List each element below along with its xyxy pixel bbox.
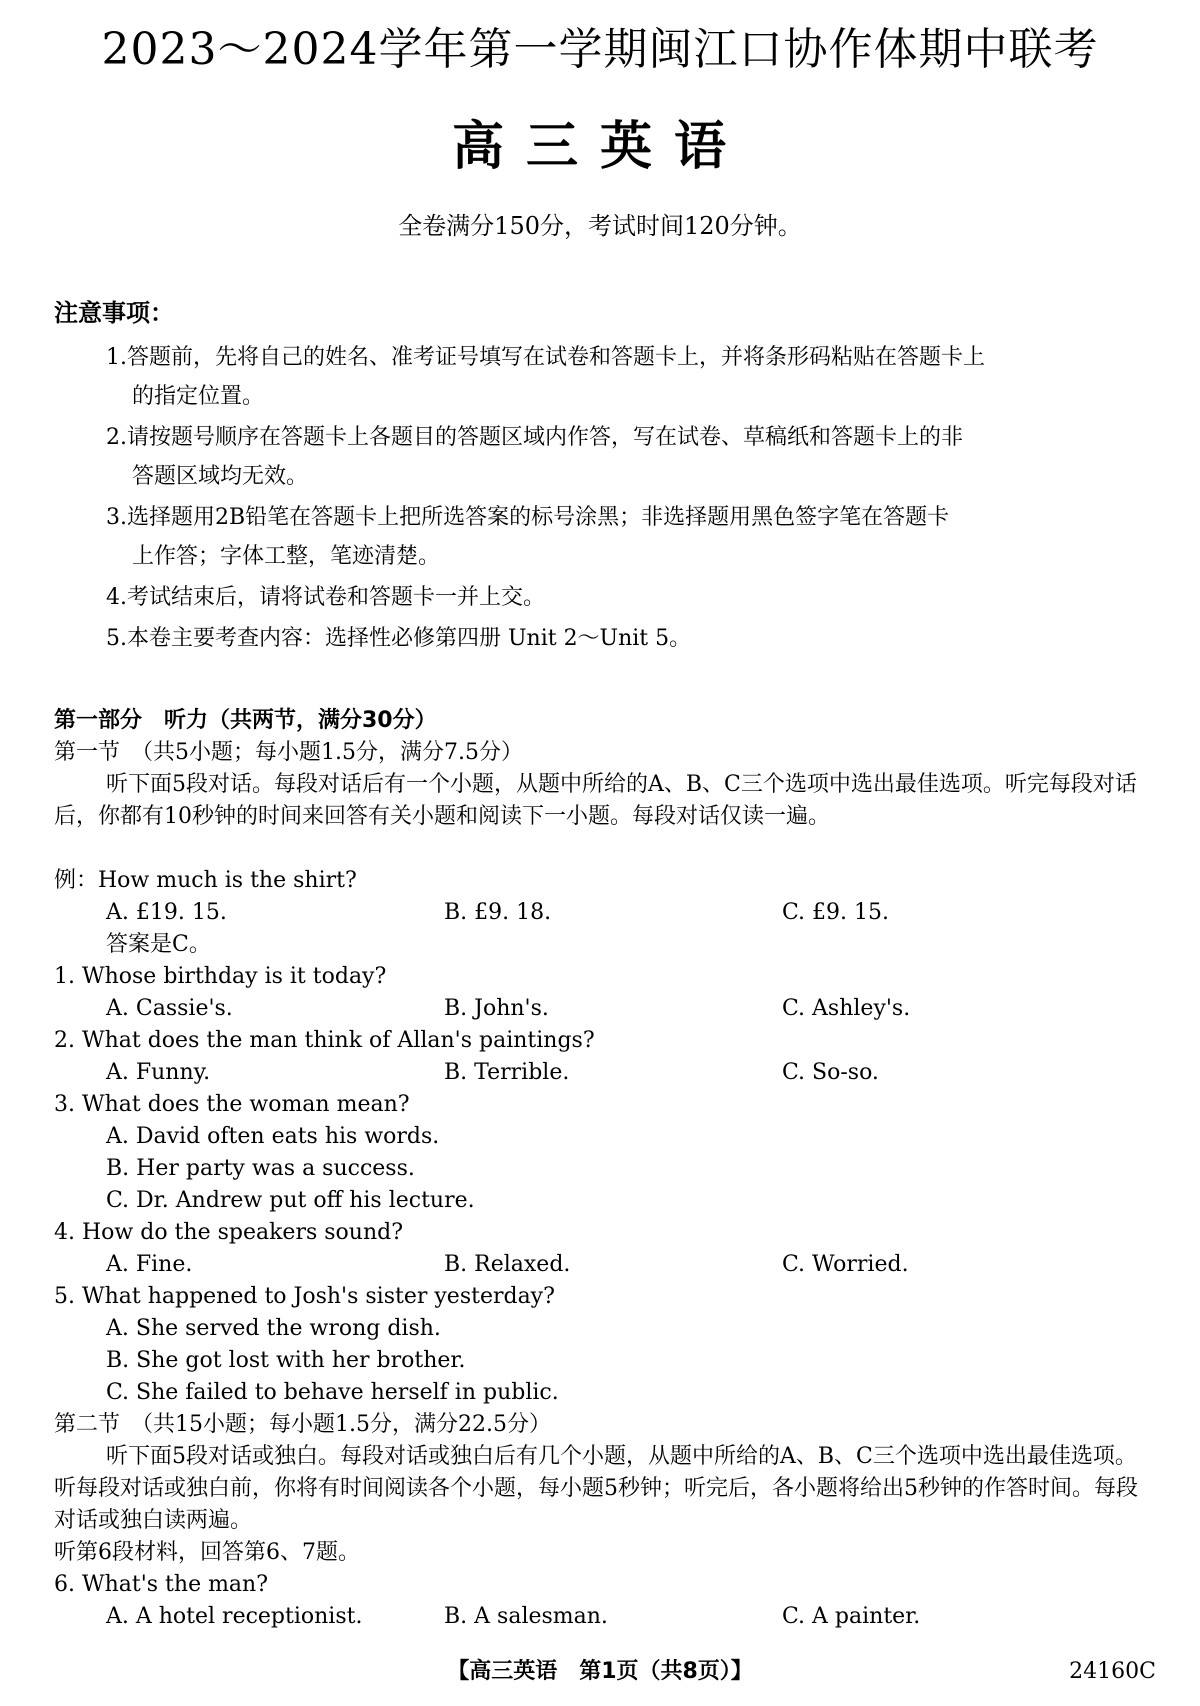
score-line: 全卷满分150分，考试时间120分钟。: [398, 212, 802, 240]
example-option-a: A. £19. 15.: [106, 900, 227, 925]
question-1: 1. Whose birthday is it today?: [54, 964, 387, 989]
question-1-option-a: A. Cassie's.: [106, 996, 233, 1021]
example-answer: 答案是C。: [106, 932, 211, 957]
example-option-b: B. £9. 18.: [444, 900, 552, 925]
subject-title: 高三英语: [451, 117, 748, 177]
question-3-option-c: C. Dr. Andrew put off his lecture.: [106, 1188, 475, 1213]
notice-heading: 注意事项：: [54, 299, 174, 327]
question-5-option-b: B. She got lost with her brother.: [106, 1348, 466, 1373]
material-note: 听第6段材料，回答第6、7题。: [54, 1540, 360, 1565]
question-5-option-a: A. She served the wrong dish.: [106, 1316, 441, 1341]
question-6-option-a: A. A hotel receptionist.: [106, 1604, 363, 1629]
section2-instructions: 听下面5段对话或独白。每段对话或独白后有几个小题，从题中所给的A、B、C三个选项中选出最佳选项。听每段对话或独白前，你将有时间阅读各个小题，每小题5秒钟；听完后，各小题将给出5秒钟的作答时间。每段对话或独白读两遍。: [54, 1444, 1138, 1533]
question-3: 3. What does the woman mean?: [54, 1092, 410, 1117]
question-5-option-c: C. She failed to behave herself in public.: [106, 1380, 559, 1405]
question-3-option-b: B. Her party was a success.: [106, 1156, 415, 1181]
question-5: 5. What happened to Josh's sister yesterday?: [54, 1284, 555, 1309]
notice-list: [106, 338, 1156, 660]
question-2: 2. What does the man think of Allan's paintings?: [54, 1028, 595, 1053]
exam-title: 2023～2024学年第一学期闽江口协作体期中联考: [101, 24, 1099, 75]
section1-heading: 第一节 （共5小题；每小题1.5分，满分7.5分）: [54, 740, 523, 765]
question-6: 6. What's the man?: [54, 1572, 269, 1597]
example-option-c: C. £9. 15.: [782, 900, 890, 925]
question-4-option-c: C. Worried.: [782, 1252, 909, 1277]
section2-heading: 第二节 （共15小题；每小题1.5分，满分22.5分）: [54, 1412, 551, 1437]
notice-item-line: 3.选择题用2B铅笔在答题卡上把所选答案的标号涂黑；非选择题用黑色签字笔在答题卡: [106, 505, 950, 530]
question-4-option-b: B. Relaxed.: [444, 1252, 571, 1277]
question-4-option-a: A. Fine.: [106, 1252, 193, 1277]
notice-item-line: 1.答题前，先将自己的姓名、准考证号填写在试卷和答题卡上，并将条形码粘贴在答题卡上: [106, 345, 985, 370]
notice-item-line: 4.考试结束后，请将试卷和答题卡一并上交。: [106, 585, 545, 610]
question-4: 4. How do the speakers sound?: [54, 1220, 403, 1245]
question-2-option-c: C. So-so.: [782, 1060, 879, 1085]
question-6-option-c: C. A painter.: [782, 1604, 921, 1629]
notice-item: [106, 338, 1156, 416]
exam-code: 24160C: [1069, 1659, 1156, 1684]
notice-item: [106, 619, 1156, 658]
part1-heading: 第一部分 听力（共两节，满分30分）: [54, 708, 437, 733]
notice-item-continuation: 上作答；字体工整，笔迹清楚。: [132, 544, 441, 569]
question-3-option-a: A. David often eats his words.: [106, 1124, 440, 1149]
notice-item: [106, 498, 1156, 576]
question-6-option-b: B. A salesman.: [444, 1604, 608, 1629]
notice-item-continuation: 的指定位置。: [132, 384, 265, 409]
question-2-option-a: A. Funny.: [106, 1060, 211, 1085]
notice-item-line: 2.请按题号顺序在答题卡上各题目的答题区域内作答，写在试卷、草稿纸和答题卡上的非: [106, 425, 963, 450]
question-2-option-b: B. Terrible.: [444, 1060, 570, 1085]
page-footer: 【高三英语 第1页（共8页）】: [447, 1659, 753, 1684]
notice-item-continuation: 答题区域均无效。: [132, 464, 309, 489]
notice-item: [106, 578, 1156, 617]
notice-item-line: 5.本卷主要考查内容：选择性必修第四册 Unit 2～Unit 5。: [106, 626, 692, 651]
question-1-option-c: C. Ashley's.: [782, 996, 911, 1021]
question-1-option-b: B. John's.: [444, 996, 549, 1021]
example-question: 例：How much is the shirt?: [54, 868, 357, 893]
section1-instructions: 听下面5段对话。每段对话后有一个小题，从题中所给的A、B、C三个选项中选出最佳选项。听完每段对话后，你都有10秒钟的时间来回答有关小题和阅读下一小题。每段对话仅读一遍。: [54, 772, 1137, 829]
notice-item: [106, 418, 1156, 496]
